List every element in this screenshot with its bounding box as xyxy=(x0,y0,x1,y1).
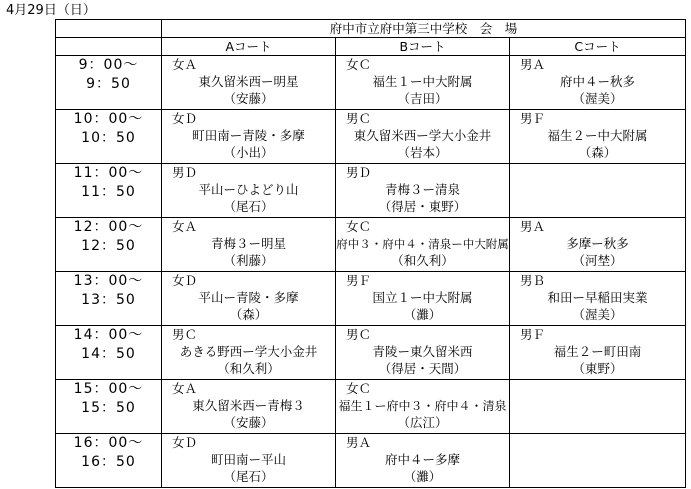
match-teams: 青梅３ー明星 xyxy=(210,236,286,251)
court-b-game-cell xyxy=(336,110,510,164)
time-cell xyxy=(56,380,162,434)
game-entry xyxy=(162,218,335,271)
referee-name: （利藤） xyxy=(223,253,274,268)
court-a-game-cell xyxy=(162,218,336,272)
match-teams: 府中３・府中４・清泉ー中大附属 xyxy=(336,237,509,251)
game-entry xyxy=(336,434,509,487)
group-label: 女Ｄ xyxy=(172,273,198,288)
group-label: 男Ｃ xyxy=(172,327,198,342)
court-b-game-cell xyxy=(336,326,510,380)
referee-name: （得居・天間） xyxy=(378,361,467,376)
game-entry xyxy=(510,164,685,217)
time-slot-row xyxy=(56,164,686,218)
group-label: 女Ｃ xyxy=(346,219,372,234)
time-start: 11：00～ xyxy=(73,165,144,181)
game-entry xyxy=(162,326,335,379)
group-label: 女Ａ xyxy=(172,57,198,72)
court-c-game-cell xyxy=(510,272,686,326)
court-a-game-cell xyxy=(162,326,336,380)
game-entry xyxy=(162,110,335,163)
group-label: 男Ｄ xyxy=(346,165,372,180)
court-b-game-cell xyxy=(336,434,510,488)
group-label: 男Ｄ xyxy=(172,165,198,180)
time-start: 13：00～ xyxy=(73,273,144,289)
group-label: 男Ｂ xyxy=(520,273,546,288)
match-teams: 福生２ー町田南 xyxy=(553,344,642,359)
group-label: 女Ｄ xyxy=(172,435,198,450)
group-label: 男Ｆ xyxy=(520,111,546,126)
group-label: 女Ａ xyxy=(172,381,198,396)
time-cell xyxy=(56,272,162,326)
match-teams: 福生１ー中大附属 xyxy=(372,74,473,89)
court-header-c: Cコート xyxy=(510,38,686,56)
game-entry xyxy=(510,434,685,487)
court-a-game-cell xyxy=(162,380,336,434)
venue-name: 府中市立府中第三中学校 会 場 xyxy=(162,20,686,38)
game-entry xyxy=(336,164,509,217)
match-teams: 多摩ー秋多 xyxy=(566,236,629,251)
game-entry xyxy=(162,164,335,217)
match-teams: 国立１ー中大附属 xyxy=(372,290,473,305)
match-teams: 青梅３ー清泉 xyxy=(384,182,460,197)
referee-name: （森） xyxy=(229,307,268,322)
game-entry xyxy=(336,110,509,163)
group-label: 男Ｆ xyxy=(346,273,372,288)
group-label: 女Ｃ xyxy=(346,57,372,72)
referee-name: （安藤） xyxy=(223,91,274,106)
corner-cell xyxy=(56,20,162,38)
referee-name: （和久利） xyxy=(217,361,280,376)
court-b-game-cell xyxy=(336,164,510,218)
game-entry xyxy=(336,218,509,271)
referee-name: （安藤） xyxy=(223,415,274,430)
court-a-game-cell xyxy=(162,110,336,164)
match-teams: 東久留米西ー青梅３ xyxy=(192,398,305,413)
time-end: 10：50 xyxy=(81,130,136,146)
referee-name: （得居・東野） xyxy=(378,199,467,214)
match-teams: 青陵ー東久留米西 xyxy=(372,344,473,359)
group-label: 男Ｆ xyxy=(520,327,546,342)
referee-name: （灘） xyxy=(403,307,442,322)
court-c-game-cell xyxy=(510,380,686,434)
referee-name: （灘） xyxy=(403,469,442,484)
time-end: 13：50 xyxy=(81,292,136,308)
match-teams: 府中４ー秋多 xyxy=(560,74,636,89)
time-end: 14：50 xyxy=(81,346,136,362)
time-start: 9：00～ xyxy=(78,57,139,73)
time-end: 15：50 xyxy=(81,400,136,416)
time-end: 16：50 xyxy=(81,454,136,470)
date-label: 4月29日（日） xyxy=(6,3,96,18)
court-b-game-cell xyxy=(336,218,510,272)
court-c-game-cell xyxy=(510,218,686,272)
court-a-game-cell xyxy=(162,164,336,218)
match-teams: 和田ー早稲田実業 xyxy=(547,290,648,305)
referee-name: （小出） xyxy=(223,145,274,160)
referee-name: （渥美） xyxy=(572,307,623,322)
match-teams: 町田南ー青陵・多摩 xyxy=(192,128,305,143)
time-slot-row xyxy=(56,110,686,164)
referee-name: （河埜） xyxy=(572,253,623,268)
time-cell xyxy=(56,164,162,218)
referee-name: （森） xyxy=(578,145,617,160)
time-slot-row xyxy=(56,434,686,488)
game-entry xyxy=(162,434,335,487)
referee-name: （岩本） xyxy=(397,145,448,160)
match-teams: あきる野西ー学大小金井 xyxy=(179,344,318,359)
time-end: 11：50 xyxy=(81,184,136,200)
match-teams: 府中４ー多摩 xyxy=(384,452,460,467)
time-start: 15：00～ xyxy=(73,381,144,397)
court-b-game-cell xyxy=(336,380,510,434)
group-label: 女Ａ xyxy=(172,219,198,234)
referee-name: （東野） xyxy=(572,361,623,376)
game-entry xyxy=(510,56,685,109)
game-entry xyxy=(162,272,335,325)
group-label: 男Ａ xyxy=(520,219,546,234)
court-c-game-cell xyxy=(510,326,686,380)
court-c-game-cell xyxy=(510,164,686,218)
game-entry xyxy=(510,218,685,271)
game-entry xyxy=(336,380,509,433)
time-start: 10：00～ xyxy=(73,111,144,127)
match-teams: 東久留米西ー明星 xyxy=(198,74,299,89)
court-c-game-cell xyxy=(510,56,686,110)
court-b-game-cell xyxy=(336,56,510,110)
time-slot-row xyxy=(56,272,686,326)
referee-name: （広江） xyxy=(397,415,448,430)
court-header-row xyxy=(56,38,686,56)
game-entry xyxy=(510,110,685,163)
referee-name: （和久利） xyxy=(391,253,454,268)
group-label: 男Ａ xyxy=(346,435,372,450)
referee-name: （尾石） xyxy=(223,469,274,484)
venue-row xyxy=(56,20,686,38)
time-slot-row xyxy=(56,380,686,434)
game-entry xyxy=(336,56,509,109)
court-b-game-cell xyxy=(336,272,510,326)
match-teams: 平山ー青陵・多摩 xyxy=(198,290,299,305)
schedule-table xyxy=(55,19,686,488)
match-teams: 福生２ー中大附属 xyxy=(547,128,648,143)
court-c-game-cell xyxy=(510,110,686,164)
group-label: 男Ｃ xyxy=(346,111,372,126)
referee-name: （尾石） xyxy=(223,199,274,214)
time-slot-row xyxy=(56,218,686,272)
court-header-a: Aコート xyxy=(162,38,336,56)
time-cell xyxy=(56,110,162,164)
match-teams: 福生１ー府中３・府中４・清泉 xyxy=(338,399,507,413)
court-a-game-cell xyxy=(162,272,336,326)
time-slot-row xyxy=(56,56,686,110)
time-end: 12：50 xyxy=(81,238,136,254)
time-start: 14：00～ xyxy=(73,327,144,343)
match-teams: 東久留米西ー学大小金井 xyxy=(353,128,492,143)
time-cell xyxy=(56,218,162,272)
group-label: 女Ｃ xyxy=(346,381,372,396)
time-slot-row xyxy=(56,326,686,380)
match-teams: 平山ーひよどり山 xyxy=(198,182,299,197)
corner-cell xyxy=(56,38,162,56)
court-a-game-cell xyxy=(162,56,336,110)
time-cell xyxy=(56,434,162,488)
time-cell xyxy=(56,326,162,380)
game-entry xyxy=(510,272,685,325)
court-a-game-cell xyxy=(162,434,336,488)
time-end: 9：50 xyxy=(86,76,131,92)
group-label: 男Ａ xyxy=(520,57,546,72)
time-cell xyxy=(56,56,162,110)
referee-name: （吉田） xyxy=(397,91,448,106)
group-label: 女Ｄ xyxy=(172,111,198,126)
game-entry xyxy=(336,272,509,325)
game-entry xyxy=(510,326,685,379)
referee-name: （渥美） xyxy=(572,91,623,106)
time-start: 16：00～ xyxy=(73,435,144,451)
game-entry xyxy=(336,326,509,379)
group-label: 男Ｃ xyxy=(346,327,372,342)
game-entry xyxy=(510,380,685,433)
game-entry xyxy=(162,56,335,109)
game-entry xyxy=(162,380,335,433)
court-c-game-cell xyxy=(510,434,686,488)
time-start: 12：00～ xyxy=(73,219,144,235)
court-header-b: Bコート xyxy=(336,38,510,56)
match-teams: 町田南ー平山 xyxy=(210,452,286,467)
